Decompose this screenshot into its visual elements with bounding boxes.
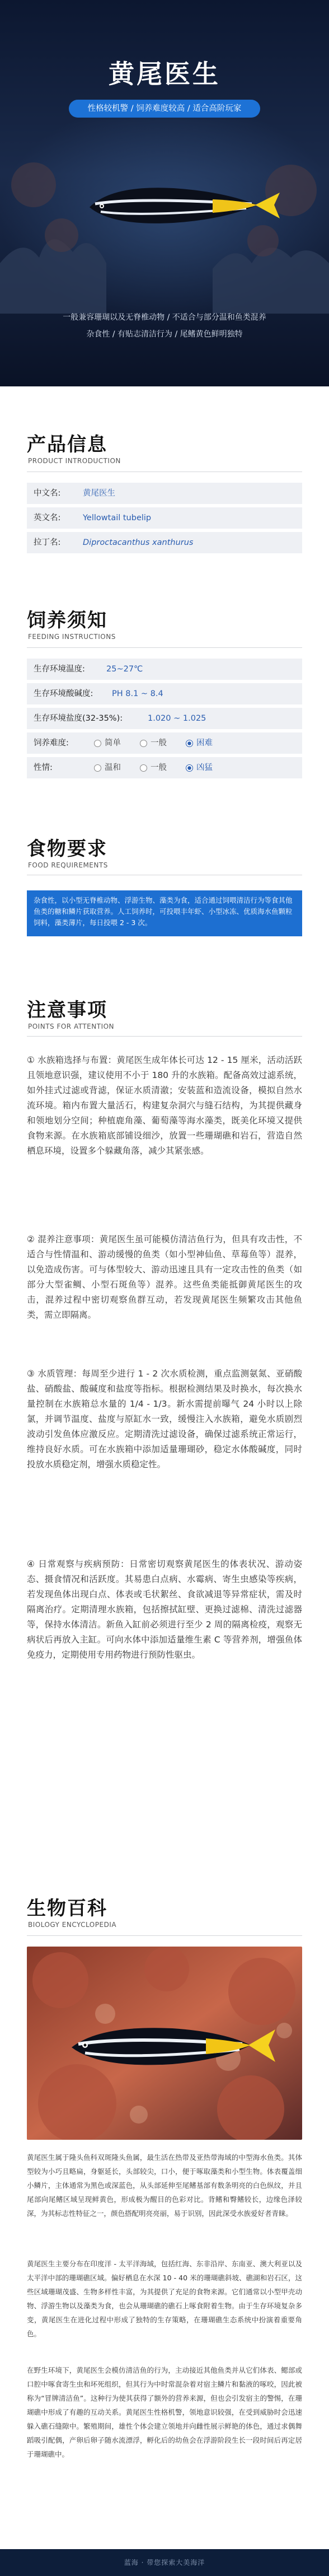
product-section-title: 产品信息 <box>27 433 107 456</box>
row-key: 英文名: <box>34 514 61 522</box>
row-key: 性情: <box>34 763 53 772</box>
product-row-chinese-name <box>27 483 302 504</box>
row-value: 黄尾医生 <box>83 489 115 498</box>
product-row-latin-name <box>27 532 302 553</box>
product-row-english-name <box>27 507 302 529</box>
row-value: 25~27℃ <box>106 665 143 674</box>
row-key: 拉丁名: <box>34 538 61 547</box>
option-label: 困难 <box>196 739 213 748</box>
note-item-water-quality: ③ 水质管理：每周至少进行 1 - 2 次水质检测，重点监测氨氮、亚硝酸盐、硝酸盐、酸碱度和盐度等指标。根据检测结果及时换水，每次换水量控制在水族箱总水量的 1/4 - 1/3。新水需提前曝气 24 小时以上除氯，并调节温度、盐度与原缸水一致，缓慢注入水族箱，避免水质剧烈波动引发鱼体应激反应。定期清洗过滤设备，确保过滤系统正常运行，维持良好水质。可在水族箱中添加适量珊瑚砂，稳定水体酸碱度，同时投放水质稳定剂，增强水质稳定性。 <box>27 1369 302 1469</box>
option-label: 一般 <box>151 763 167 772</box>
food-section-subtitle: FOOD REQUIREMENTS <box>28 861 108 869</box>
temper-option-mild[interactable] <box>94 757 121 778</box>
row-key: 生存环境盐度(32-35%): <box>34 714 123 723</box>
notes-section-title: 注意事项 <box>27 999 107 1021</box>
temper-options <box>94 757 213 778</box>
notes-section-subtitle: POINTS FOR ATTENTION <box>28 1023 115 1030</box>
difficulty-option-medium[interactable] <box>140 732 167 754</box>
temper-option-fierce[interactable] <box>186 757 213 778</box>
hero-tags-badge: 性格较机警 / 饲养难度较高 / 适合高阶玩家 <box>69 100 260 118</box>
radio-selected-icon <box>186 764 193 772</box>
row-key: 中文名: <box>34 489 61 498</box>
bio-section-title: 生物百科 <box>27 1897 107 1920</box>
difficulty-option-hard[interactable] <box>186 732 213 754</box>
row-key: 生存环境酸碱度: <box>34 689 93 698</box>
feeding-row-salinity <box>27 708 302 729</box>
feeding-row-temperature <box>27 659 302 680</box>
product-section-subtitle: PRODUCT INTRODUCTION <box>28 457 121 465</box>
bio-paragraph-appearance: 黄尾医生属于隆头鱼科双斑隆头鱼属，最生活在热带及亚热带海域的中型海水鱼类。其体型较为小巧且略扁，身躯延长，头部较尖，口小，便于啄取藻类和小型生物。体表覆盖细小鳞片，主体通常为黑色或深蓝色，从头部延伸至尾鳍基部有数条明亮的白色纵纹，并且尾部向尾鳍区域呈现鲜黄色，形成极为醒目的色彩对比。背鳍和臀鳍较长，边缘色泽较深，为其标志性特征之一，颜色搭配明亮亮丽，易于识别，因此深受水族爱好者青睐。 <box>27 2153 302 2218</box>
radio-icon <box>94 764 101 772</box>
food-requirements-box: 杂食性，以小型无脊椎动物、浮游生物、藻类为食，适合通过饲喂清洁行为等食其他鱼类的糖和鳞片获取营养。人工饲养时，可投喂丰年虾、小型冰冻、优质海水鱼颗粒饲料，藻类薄片，每日投喂 2 - 3 次。 <box>27 890 302 936</box>
feeding-row-ph <box>27 683 302 704</box>
food-section-title: 食物要求 <box>27 838 107 860</box>
notes-divider <box>27 1036 302 1037</box>
feeding-row-difficulty <box>27 732 302 754</box>
row-value: 1.020 ~ 1.025 <box>148 714 206 723</box>
bio-paragraph-behavior: 在野生环境下，黄尾医生会模仿清洁鱼的行为，主动接近其他鱼类并从它们体表、鳃部或口腔中啄食寄生虫和坏死组织，但其行为中时常混杂着对宿主鳞片和黏液的啄咬，因此被称为“冒牌清洁鱼”。这种行为使其获得了额外的营养来源，但也会引发宿主的警惕，在珊瑚礁中形成了有趣的互动关系。黄尾医生性格机警，领地意识较强，在受到威胁时会迅速躲入礁石缝隙中。繁殖期间，雄性个体会建立领地并向雌性展示鲜艳的体色，通过求偶舞蹈吸引配偶，产卵后卵子随水流漂浮，孵化后的幼鱼会在浮游阶段生长一段时间后再定居于珊瑚礁中。 <box>27 2366 302 2458</box>
note-item-observation: ④ 日常观察与疾病预防：日常密切观察黄尾医生的体表状况、游动姿态、摄食情况和活跃度。其易患白点病、水霉病、寄生虫感染等疾病，若发现鱼体出现白点、体表或毛状絮丝、食欲减退等异常症状，需及时隔离治疗。定期清理水族箱，包括擦拭缸壁、更换过滤棉、清洗过滤器等，保持水体清洁。新鱼入缸前必须进行至少 2 周的隔离检疫，观察无病状后再放入主缸。可向水体中添加适量维生素 C 等营养剂，增强鱼体免疫力，定期使用专用药物进行预防性驱虫。 <box>27 1559 302 1660</box>
note-item-tank-setup: ① 水族箱选择与布置：黄尾医生成年体长可达 12 - 15 厘米，活动活跃且领地意识强，建议使用不小于 180 升的水族箱。配备高效过滤系统，如外挂式过滤或背滤，保证水质清澈；安装蓝和造流设备，模拟自然水流环境。箱内布置大量活石，构建复杂洞穴与缝石结构，为其提供藏身和领地划分空间；种植鹿角藻、葡萄藻等海水藻类，既美化环境又提供食物来源。在水族箱底部铺设细沙，放置一些珊瑚礁和岩石，营造自然栖息环境，设置多个躲藏角落，减少其紧张感。 <box>27 1055 302 1156</box>
difficulty-option-easy[interactable] <box>94 732 121 754</box>
difficulty-options <box>94 732 213 754</box>
hero-title: 黄尾医生 <box>109 59 220 89</box>
bio-paragraph-habitat: 黄尾医生主要分布在印度洋 - 太平洋海域，包括红海、东非沿岸、东南亚、澳大利亚以及太平洋中部的珊瑚礁区域。偏好栖息在水深 10 - 40 米的珊瑚礁斜坡、礁湖和岩石区，这些区域珊瑚茂盛、生物多样性丰富，为其提供了充足的食物来源。它们通常以小型甲壳动物、浮游生物以及藻类为食，也会从珊瑚礁的礁石上啄食附着生物。由于生存环境复杂多变，黄尾医生在进化过程中形成了独特的生存策略，在珊瑚礁生态系统中扮演着重要角色。 <box>27 2260 302 2338</box>
radio-icon <box>94 740 101 747</box>
feeding-section-title: 饲养须知 <box>27 609 107 632</box>
row-key: 生存环境温度: <box>34 665 85 674</box>
feeding-section-subtitle: FEEDING INSTRUCTIONS <box>28 633 116 641</box>
feeding-divider <box>27 647 302 648</box>
footer-bar: 蓝海 · 带您探索大美海洋 <box>0 2549 329 2576</box>
option-label: 一般 <box>151 739 167 748</box>
radio-selected-icon <box>186 740 193 747</box>
radio-icon <box>140 764 147 772</box>
note-item-tankmates: ② 混养注意事项：黄尾医生虽可能模仿清洁鱼行为，但具有攻击性，不适合与性情温和、游动缓慢的鱼类（如小型神仙鱼、草莓鱼等）混养，以免造成伤害。可与体型较大、游动迅速且具有一定攻击性的鱼类（如部分大型雀鲷、小型石斑鱼等）混养。这些鱼类能抵御黄尾医生的攻击，混养过程中密切观察鱼群互动，若发现黄尾医生频繁攻击其他鱼类，需立即隔离。 <box>27 1234 302 1320</box>
hero-desc-line2: 杂食性 / 有贴志清洁行为 / 尾鳍黄色鲜明独特 <box>86 330 243 339</box>
bio-divider <box>27 1935 302 1936</box>
bio-section-subtitle: BIOLOGY ENCYCLOPEDIA <box>28 1921 117 1929</box>
row-value: Diproctacanthus xanthurus <box>83 538 194 547</box>
row-key: 饲养难度: <box>34 739 69 748</box>
option-label: 温和 <box>105 763 121 772</box>
hero-description <box>22 309 307 343</box>
radio-icon <box>140 740 147 747</box>
bio-fish-photo <box>27 1947 302 2140</box>
hero-banner <box>0 0 329 386</box>
option-label: 简单 <box>105 739 121 748</box>
feeding-row-temper <box>27 757 302 778</box>
hero-desc-line1: 一般兼容珊瑚以及无脊椎动物 / 不适合与部分温和鱼类混养 <box>63 313 266 322</box>
row-value: Yellowtail tubelip <box>83 514 152 522</box>
option-label: 凶猛 <box>196 763 213 772</box>
temper-option-medium[interactable] <box>140 757 167 778</box>
row-value: PH 8.1 ~ 8.4 <box>112 689 163 698</box>
